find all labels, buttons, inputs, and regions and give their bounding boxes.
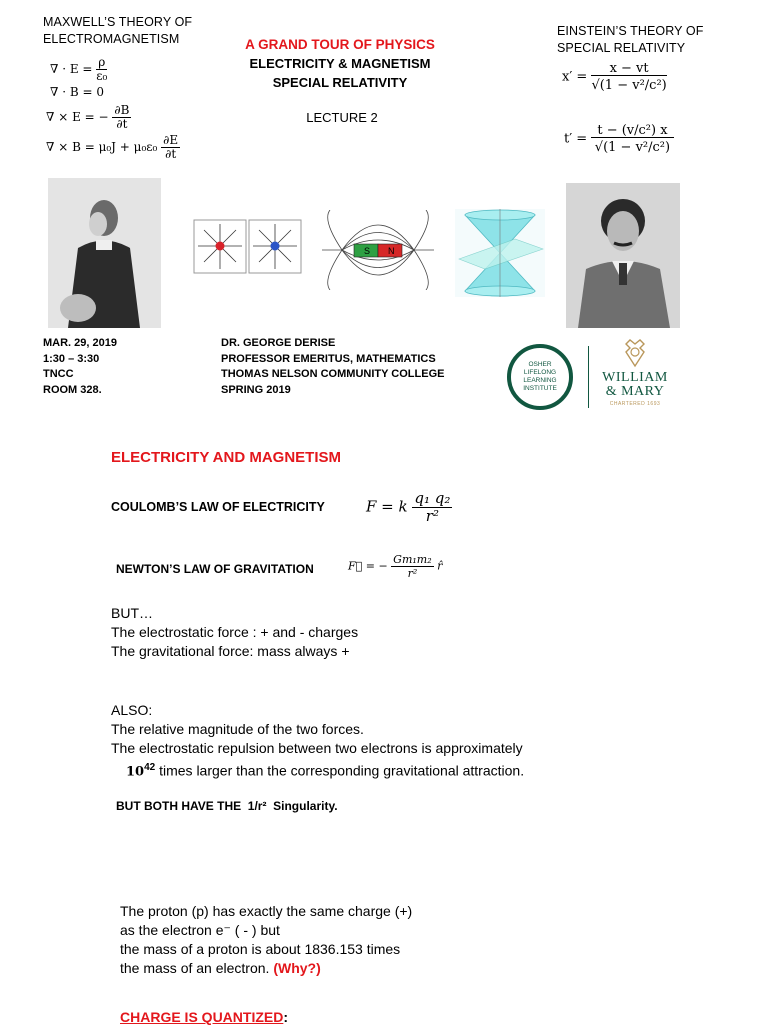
relative-magnitude: The relative magnitude of the two forces. (111, 721, 364, 737)
logo-divider (588, 346, 589, 408)
osher-line3: LEARNING (523, 377, 557, 384)
osher-line1: OSHER (528, 361, 552, 368)
subtitle-em: ELECTRICITY & MAGNETISM (249, 56, 431, 71)
event-date: MAR. 29, 2019 (43, 337, 117, 349)
newton-label: NEWTON’S LAW OF GRAVITATION (116, 562, 314, 576)
charge-field-diagram (193, 219, 303, 275)
magnet-north: N (388, 246, 395, 256)
main-title: A GRAND TOUR OF PHYSICS (245, 37, 435, 52)
maxwell-eq-3: ∇ × E = − $\frac{\partial B}{\partial t}$ (46, 103, 130, 131)
electrostatic-line: The electrostatic force : + and - charges (111, 624, 359, 640)
power-exponent: 42 (144, 762, 156, 773)
maxwell-equations (46, 55, 180, 161)
einstein-title-line2: SPECIAL RELATIVITY (557, 41, 686, 55)
maxwell-portrait (48, 178, 161, 328)
bar-magnet-diagram (322, 210, 434, 290)
also-block (111, 701, 524, 782)
einstein-title (557, 23, 703, 57)
presenter-name: DR. GEORGE DERISE (221, 337, 336, 349)
charge-quantized: CHARGE IS QUANTIZED: (120, 1009, 289, 1025)
but-text: BUT… (111, 605, 153, 621)
william-mary-logo (598, 338, 672, 407)
comparison-block (111, 604, 358, 661)
light-cone-diagram (455, 209, 545, 297)
wm-sub: CHARTERED 1693 (609, 401, 661, 407)
maxwell-portrait-drawing (48, 178, 161, 328)
presenter-college: THOMAS NELSON COMMUNITY COLLEGE (221, 368, 445, 380)
wm-line1: WILLIAM (602, 370, 668, 385)
event-room: ROOM 328. (43, 383, 102, 396)
proton-line3: the mass of a proton is about 1836.153 times (120, 941, 401, 957)
cypher-icon (620, 338, 650, 368)
subtitle-sr: SPECIAL RELATIVITY (272, 75, 408, 90)
lecture-label: LECTURE 2 (306, 110, 378, 125)
light-cone-drawing (455, 209, 545, 297)
proton-line4: the mass of an electron. (Why?) (120, 960, 321, 976)
magnet-south: S (364, 246, 371, 256)
proton-block (120, 902, 412, 978)
maxwell-eq-2: ∇ · B = 0 (50, 85, 104, 99)
power-base: 10 (126, 764, 145, 780)
maxwell-title-line2: ELECTROMAGNETISM (43, 32, 180, 46)
proton-line1: The proton (p) has exactly the same charge (+) (120, 903, 413, 919)
event-time: 1:30 – 3:30 (43, 352, 100, 365)
einstein-title-line1: EINSTEIN’S THEORY OF (557, 24, 704, 38)
newton-formula: F⃗ = − $\frac{\text{Gm₁m₂}}{\text{r²}}$ r̂ (348, 553, 443, 580)
einstein-portrait (566, 183, 680, 328)
presenter-term: SPRING 2019 (221, 383, 291, 396)
coulomb-label: COULOMB’S LAW OF ELECTRICITY (111, 500, 325, 514)
section-heading: ELECTRICITY AND MAGNETISM (111, 449, 342, 466)
lorentz-x: x′ = $\frac{x - vt}{\text{√(1 − v²/c²)}}$ (562, 61, 667, 93)
power-line (126, 758, 524, 782)
lorentz-t: t′ = $\frac{\text{t − (v/c²) x}}{\text{√(1 − v²/c²)}}$ (564, 124, 674, 154)
singularity-line: BUT BOTH HAVE THE 1/r² Singularity. (116, 799, 338, 813)
also-text: ALSO: (111, 702, 153, 718)
why-text: (Why?) (273, 960, 321, 976)
maxwell-title-line1: MAXWELL’S THEORY OF (43, 15, 193, 29)
repulsion-line: The electrostatic repulsion between two electrons is approximately (111, 740, 523, 756)
osher-line4: INSTITUTE (523, 385, 557, 392)
maxwell-eq-4: ∇ × B = μ₀J + μ₀ε₀ $\frac{\partial E}{\partial t}$ (46, 133, 179, 161)
einstein-portrait-drawing (566, 183, 680, 328)
charge-field-drawing (193, 219, 303, 275)
proton-line2: as the electron e⁻ ( - ) but (120, 922, 280, 938)
bar-magnet-drawing (322, 210, 434, 290)
power-rest: times larger than the corresponding gravitational attraction. (155, 762, 525, 779)
maxwell-eq-1: ∇ · E = $\frac{\rho}{\text{ε₀}}$ (50, 55, 108, 83)
presenter-info (221, 336, 444, 398)
wm-line2: & MARY (605, 384, 665, 399)
gravitational-line: The gravitational force: mass always + (111, 643, 350, 659)
event-venue: TNCC (43, 368, 74, 380)
osher-line2: LIFELONG (523, 369, 557, 376)
osher-logo (507, 344, 573, 410)
coulomb-formula: F = k $\frac{\text{q₁ q₂}}{\text{r²}}$ (366, 489, 451, 525)
event-info (43, 336, 117, 398)
presenter-title: PROFESSOR EMERITUS, MATHEMATICS (221, 352, 436, 365)
